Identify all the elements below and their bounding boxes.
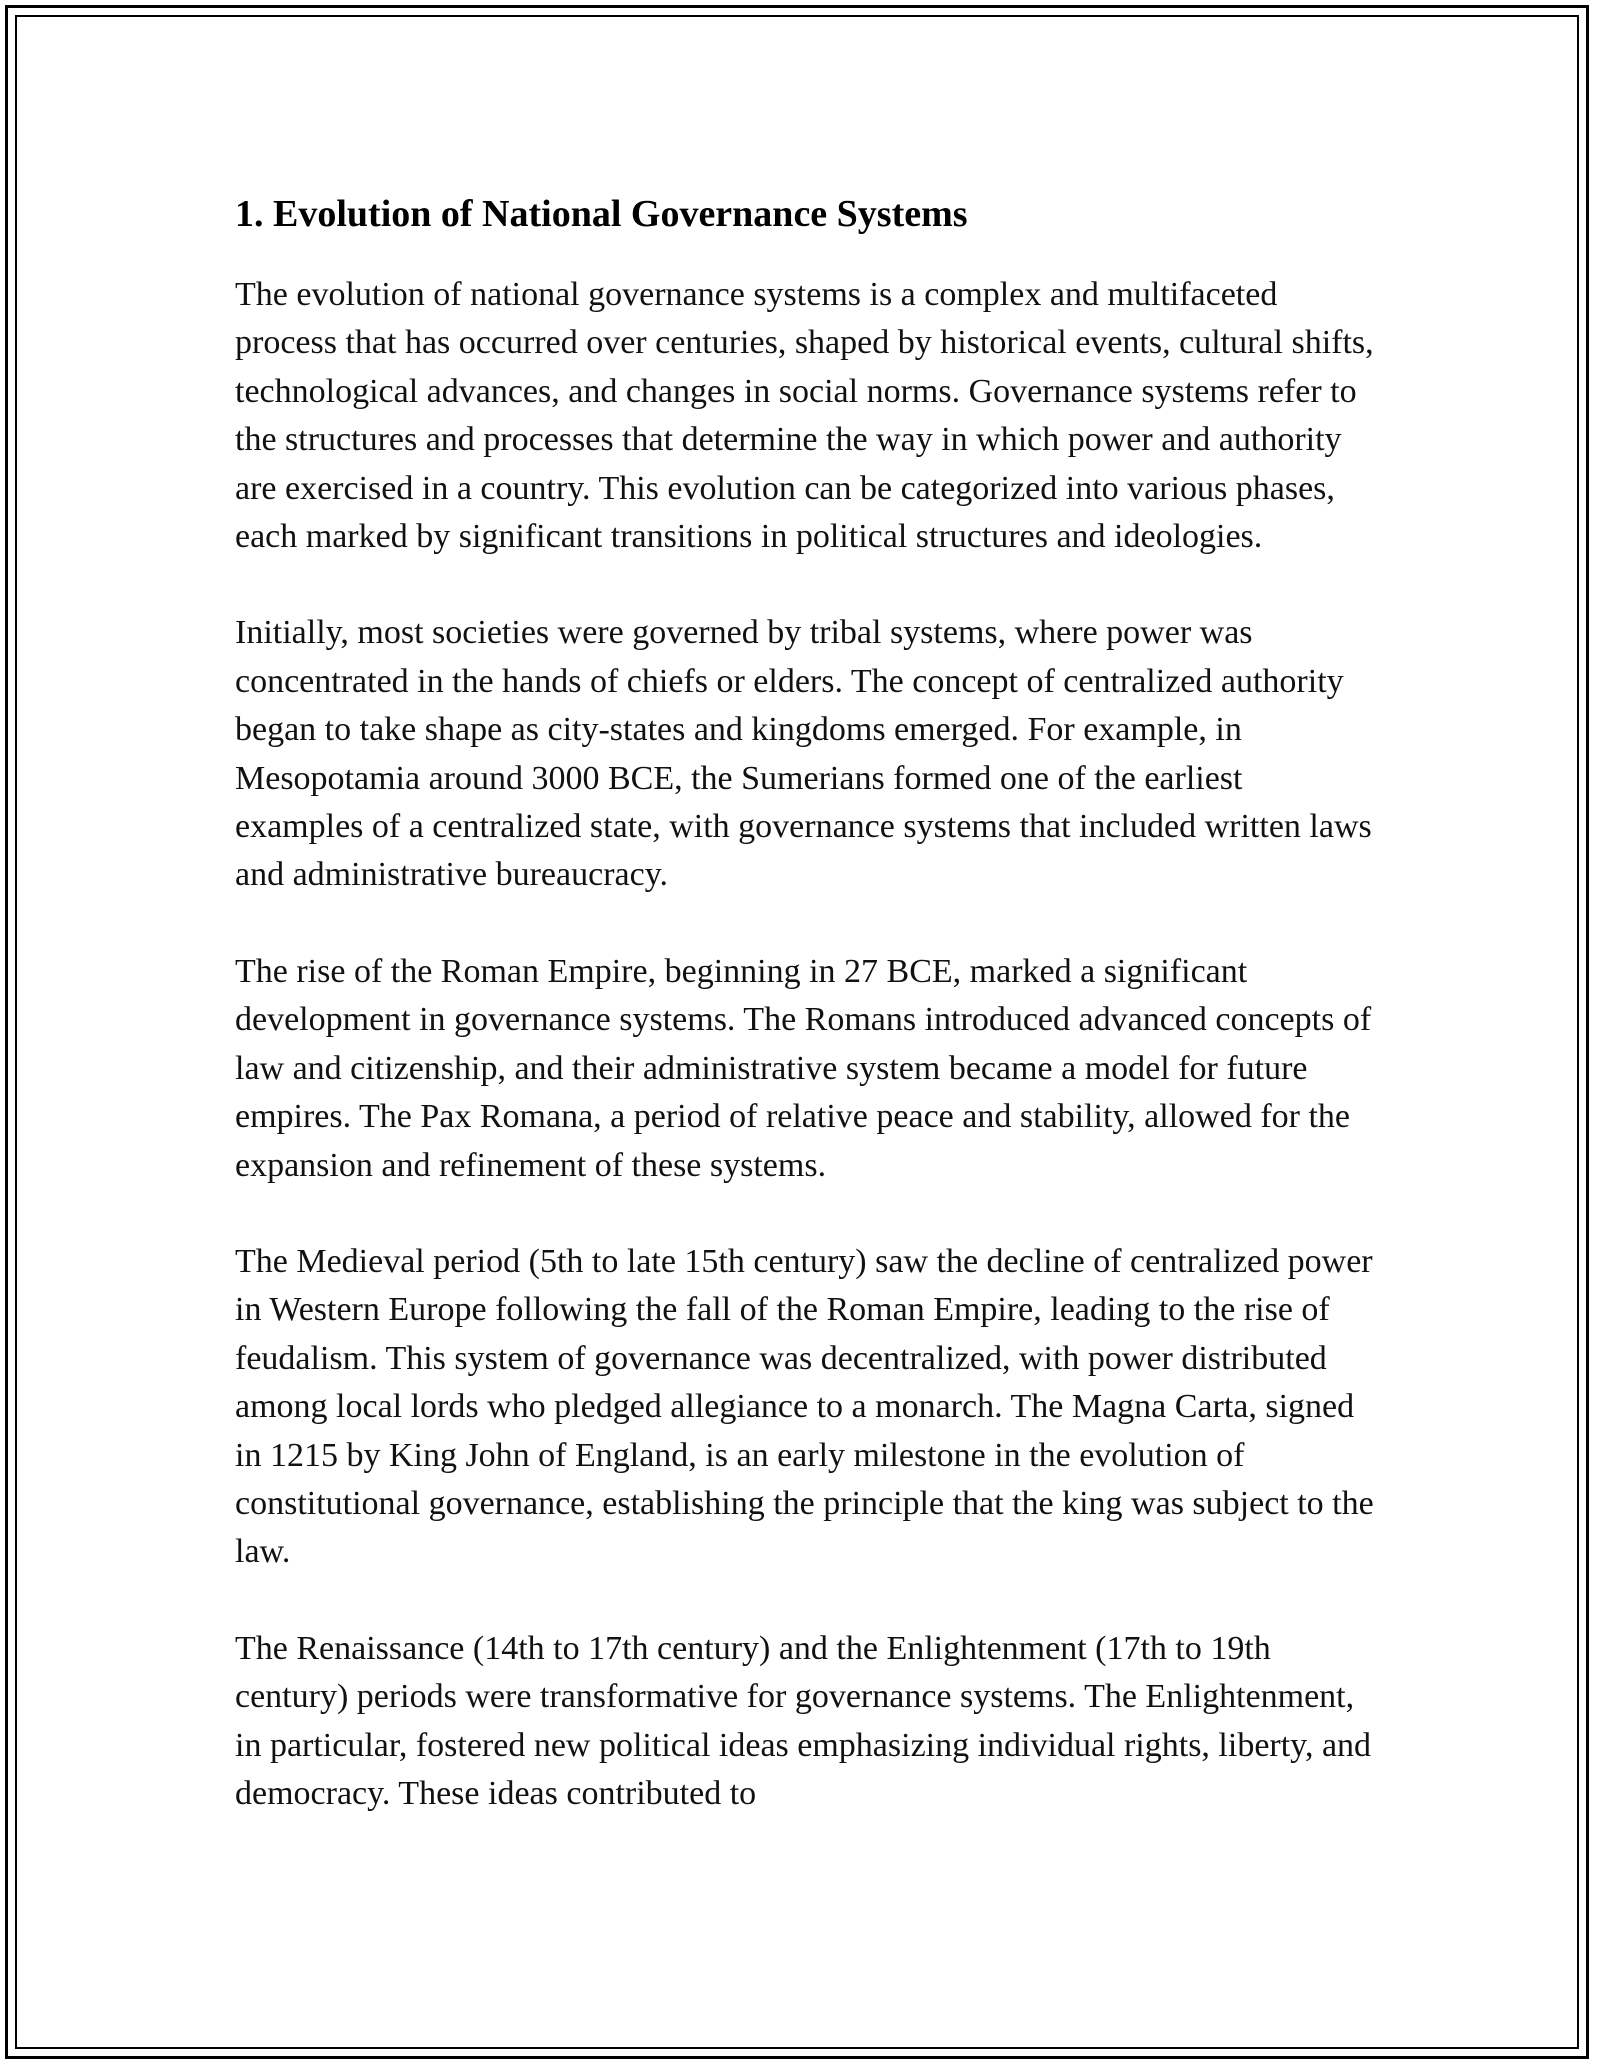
paragraph-tribal-systems: Initially, most societies were governed by tribal systems, where power was concentrated in the hands of chiefs or elders. The concept of centralized authority began to take shape as city-states and kingdoms emerged. For example, in Mesopotamia around 3000 BCE, the Sumerians formed one of the earliest examples of a centralized state, with governance systems that included written laws and administrative bureaucracy. — [235, 614, 1372, 894]
paragraph-roman-empire: The rise of the Roman Empire, beginning in 27 BCE, marked a significant development in governance systems. The Romans introduced advanced concepts of law and citizenship, and their administrative system became a model for future empires. The Pax Romana, a period of relative peace and stability, allowed for the expansion and refinement of these systems. — [235, 952, 1372, 1184]
paragraph-medieval-period: The Medieval period (5th to late 15th century) saw the decline of centralized power in Western Europe following the fall of the Roman Empire, leading to the rise of feudalism. This system of governance was decentralized, with power distributed among local lords who pledged allegiance to a monarch. The Magna Carta, signed in 1215 by King John of England, is an early milestone in the evolution of constitutional governance, establishing the principle that the king was subject to the law. — [235, 1242, 1374, 1571]
section-heading: 1. Evolution of National Governance Systems — [235, 193, 968, 235]
document-body — [235, 186, 1375, 1866]
paragraph-renaissance-enlightenment: The Renaissance (14th to 17th century) and the Enlightenment (17th to 19th century) periods were transformative for governance systems. The Enlightenment, in particular, fostered new political ideas emphasizing individual rights, liberty, and democracy. These ideas contributed to — [235, 1629, 1372, 1812]
paragraph-intro: The evolution of national governance systems is a complex and multifaceted process that has occurred over centuries, shaped by historical events, cultural shifts, technological advances, and changes in social norms. Governance systems refer to the structures and processes that determine the way in which power and authority are exercised in a country. This evolution can be categorized into various phases, each marked by significant transitions in political structures and ideologies. — [235, 276, 1374, 556]
